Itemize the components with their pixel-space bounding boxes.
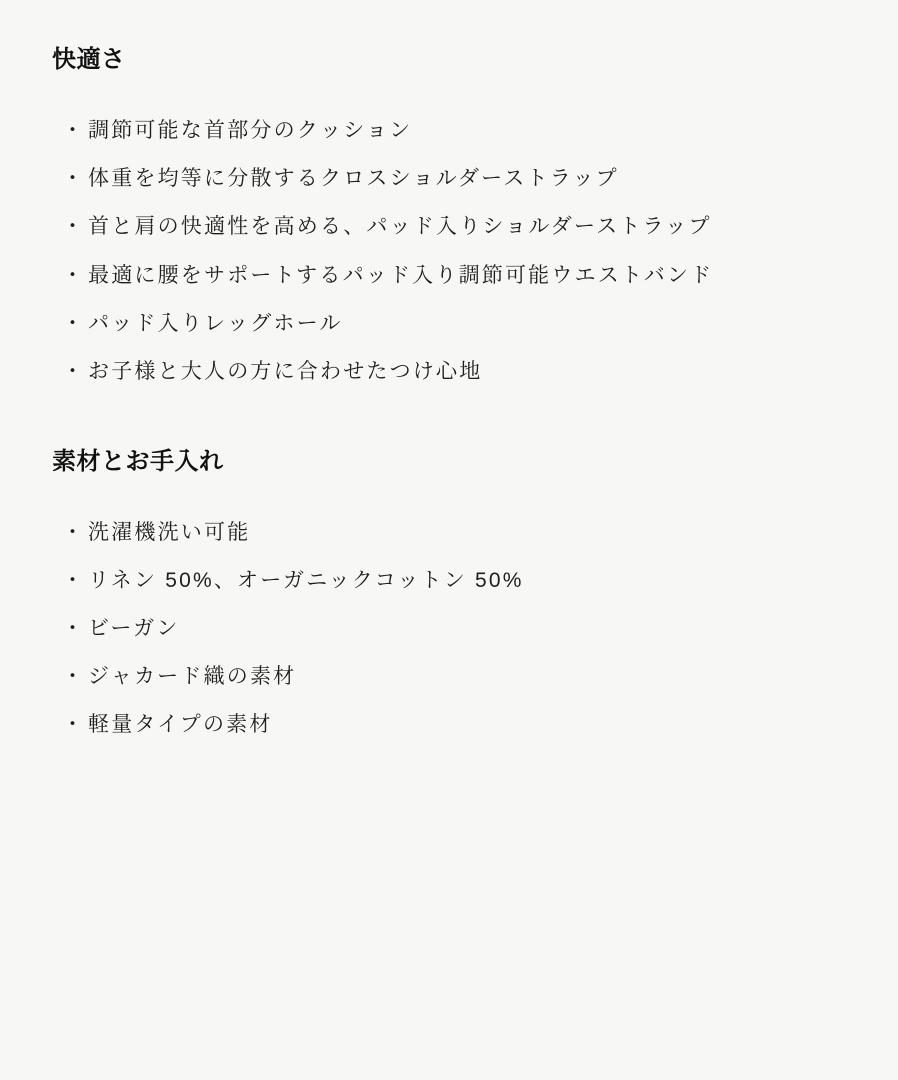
list-item: [52, 354, 846, 390]
section-materials-care: [52, 446, 846, 744]
section-comfort: [52, 44, 846, 390]
materials-care-list: [52, 515, 846, 744]
list-item: [52, 563, 846, 599]
list-item: [52, 306, 846, 342]
list-item: [52, 209, 846, 245]
section-title-comfort: 快適さ: [52, 46, 126, 73]
list-item-label: 調節可能な首部分のクッション: [88, 119, 413, 143]
bullet-dot-icon: ・: [62, 311, 83, 335]
list-item-label: 軽量タイプの素材: [88, 713, 273, 737]
list-item: [52, 659, 846, 695]
list-item-label: ジャカード織の素材: [88, 665, 297, 689]
bullet-dot-icon: ・: [62, 665, 83, 689]
comfort-feature-list: [52, 113, 846, 390]
bullet-dot-icon: ・: [62, 569, 83, 593]
section-title-materials-care: 素材とお手入れ: [52, 447, 224, 475]
list-item-label: 最適に腰をサポートするパッド入り調節可能ウエストバンド: [88, 263, 714, 287]
list-item-label: リネン 50%、オーガニックコットン 50%: [88, 569, 524, 593]
bullet-dot-icon: ・: [62, 119, 83, 143]
list-item: [52, 707, 846, 743]
bullet-dot-icon: ・: [62, 617, 83, 641]
bullet-dot-icon: ・: [62, 215, 83, 239]
bullet-dot-icon: ・: [62, 167, 83, 191]
list-item: [52, 611, 846, 647]
bullet-dot-icon: ・: [62, 521, 83, 545]
list-item-label: 体重を均等に分散するクロスショルダーストラップ: [88, 167, 619, 191]
list-item-label: お子様と大人の方に合わせたつけ心地: [88, 359, 483, 383]
list-item-label: 洗濯機洗い可能: [88, 521, 251, 545]
list-item: [52, 258, 846, 294]
list-item-label: パッド入りレッグホール: [88, 311, 343, 335]
bullet-dot-icon: ・: [62, 359, 83, 383]
list-item: [52, 161, 846, 197]
list-item-label: ビーガン: [88, 617, 180, 641]
list-item-label: 首と肩の快適性を高める、パッド入りショルダーストラップ: [88, 215, 712, 239]
list-item: [52, 113, 846, 149]
list-item: [52, 515, 846, 551]
bullet-dot-icon: ・: [62, 713, 83, 737]
bullet-dot-icon: ・: [62, 263, 83, 287]
